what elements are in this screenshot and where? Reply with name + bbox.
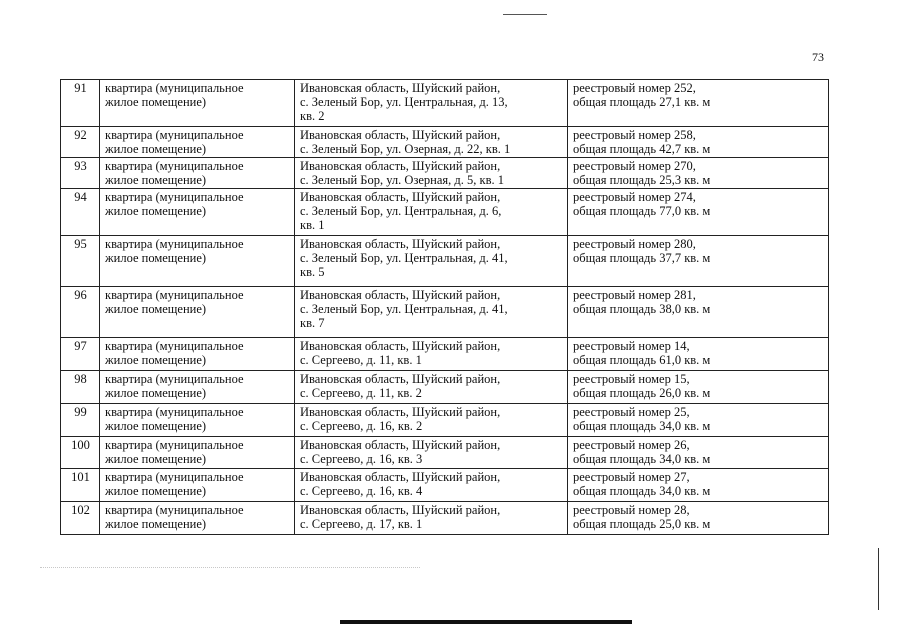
address-cell: [295, 127, 568, 158]
total-area: общая площадь 37,7 кв. м: [573, 251, 711, 265]
object-type-line: жилое помещение): [105, 173, 207, 187]
address-line: кв. 1: [300, 218, 325, 232]
registry-number: реестровый номер 14,: [573, 339, 690, 353]
address-line: с. Зеленый Бор, ул. Озерная, д. 22, кв. 1: [300, 142, 511, 156]
address-line: с. Сергеево, д. 16, кв. 3: [300, 452, 423, 466]
registry-info-cell: [568, 404, 829, 437]
object-type-line: квартира (муниципальное: [105, 81, 244, 95]
registry-info-cell: [568, 338, 829, 371]
table-row: [61, 404, 829, 437]
address-cell: [295, 236, 568, 287]
address-line: Ивановская область, Шуйский район,: [300, 81, 501, 95]
object-type-line: жилое помещение): [105, 484, 207, 498]
registry-number: реестровый номер 258,: [573, 128, 696, 142]
address-line: с. Сергеево, д. 11, кв. 2: [300, 386, 422, 400]
object-type-line: жилое помещение): [105, 353, 207, 367]
address-line: с. Зеленый Бор, ул. Центральная, д. 41,: [300, 251, 508, 265]
registry-info-cell: [568, 158, 829, 189]
registry-info-cell: [568, 189, 829, 236]
row-number-cell: [61, 189, 100, 236]
registry-number: реестровый номер 27,: [573, 470, 690, 484]
row-number: 102: [71, 503, 90, 517]
registry-number: реестровый номер 26,: [573, 438, 690, 452]
object-type-cell: [100, 502, 295, 535]
address-cell: [295, 469, 568, 502]
object-type-cell: [100, 371, 295, 404]
row-number-cell: [61, 469, 100, 502]
address-line: кв. 7: [300, 316, 325, 330]
address-line: Ивановская область, Шуйский район,: [300, 159, 501, 173]
registry-number: реестровый номер 274,: [573, 190, 696, 204]
object-type-cell: [100, 404, 295, 437]
row-number: 95: [74, 237, 87, 251]
row-number-cell: [61, 502, 100, 535]
property-register-table: [60, 79, 829, 535]
registry-info-cell: [568, 469, 829, 502]
row-number: 100: [71, 438, 90, 452]
row-number: 92: [74, 128, 87, 142]
object-type-line: квартира (муниципальное: [105, 470, 244, 484]
registry-info-cell: [568, 502, 829, 535]
object-type-line: жилое помещение): [105, 302, 207, 316]
object-type-line: квартира (муниципальное: [105, 159, 244, 173]
object-type-cell: [100, 80, 295, 127]
object-type-cell: [100, 189, 295, 236]
address-cell: [295, 287, 568, 338]
row-number: 96: [74, 288, 87, 302]
address-line: Ивановская область, Шуйский район,: [300, 128, 501, 142]
object-type-line: жилое помещение): [105, 204, 207, 218]
row-number: 98: [74, 372, 87, 386]
address-line: Ивановская область, Шуйский район,: [300, 288, 501, 302]
table-row: [61, 502, 829, 535]
address-line: с. Зеленый Бор, ул. Центральная, д. 13,: [300, 95, 508, 109]
address-cell: [295, 404, 568, 437]
registry-info-cell: [568, 437, 829, 469]
row-number-cell: [61, 236, 100, 287]
total-area: общая площадь 42,7 кв. м: [573, 142, 711, 156]
object-type-line: квартира (муниципальное: [105, 237, 244, 251]
object-type-line: жилое помещение): [105, 251, 207, 265]
address-line: с. Сергеево, д. 17, кв. 1: [300, 517, 423, 531]
row-number-cell: [61, 127, 100, 158]
registry-number: реестровый номер 280,: [573, 237, 696, 251]
address-line: кв. 5: [300, 265, 325, 279]
faint-scan-marks: [40, 567, 420, 569]
object-type-line: жилое помещение): [105, 95, 207, 109]
address-cell: [295, 80, 568, 127]
total-area: общая площадь 34,0 кв. м: [573, 484, 711, 498]
table-row: [61, 287, 829, 338]
address-line: с. Сергеево, д. 16, кв. 4: [300, 484, 423, 498]
address-line: Ивановская область, Шуйский район,: [300, 339, 501, 353]
address-line: кв. 2: [300, 109, 325, 123]
object-type-line: жилое помещение): [105, 517, 207, 531]
object-type-line: жилое помещение): [105, 142, 207, 156]
header-rule: [503, 14, 547, 15]
footer-bar: [340, 620, 632, 624]
table-row: [61, 127, 829, 158]
address-line: с. Зеленый Бор, ул. Центральная, д. 41,: [300, 302, 508, 316]
registry-info-cell: [568, 80, 829, 127]
object-type-line: квартира (муниципальное: [105, 405, 244, 419]
row-number-cell: [61, 371, 100, 404]
address-line: Ивановская область, Шуйский район,: [300, 372, 501, 386]
address-cell: [295, 437, 568, 469]
table-row: [61, 338, 829, 371]
address-cell: [295, 502, 568, 535]
total-area: общая площадь 25,3 кв. м: [573, 173, 711, 187]
object-type-line: жилое помещение): [105, 452, 207, 466]
registry-info-cell: [568, 371, 829, 404]
object-type-cell: [100, 338, 295, 371]
object-type-line: квартира (муниципальное: [105, 128, 244, 142]
registry-number: реестровый номер 25,: [573, 405, 690, 419]
object-type-cell: [100, 158, 295, 189]
registry-number: реестровый номер 281,: [573, 288, 696, 302]
row-number: 101: [71, 470, 90, 484]
address-line: с. Сергеево, д. 16, кв. 2: [300, 419, 423, 433]
registry-number: реестровый номер 270,: [573, 159, 696, 173]
object-type-cell: [100, 236, 295, 287]
object-type-line: квартира (муниципальное: [105, 503, 244, 517]
table-row: [61, 437, 829, 469]
row-number: 93: [74, 159, 87, 173]
registry-info-cell: [568, 236, 829, 287]
total-area: общая площадь 27,1 кв. м: [573, 95, 711, 109]
row-number: 97: [74, 339, 87, 353]
row-number-cell: [61, 287, 100, 338]
address-line: с. Зеленый Бор, ул. Центральная, д. 6,: [300, 204, 502, 218]
total-area: общая площадь 26,0 кв. м: [573, 386, 711, 400]
row-number-cell: [61, 158, 100, 189]
address-line: Ивановская область, Шуйский район,: [300, 405, 501, 419]
address-cell: [295, 371, 568, 404]
address-cell: [295, 189, 568, 236]
total-area: общая площадь 25,0 кв. м: [573, 517, 711, 531]
address-cell: [295, 338, 568, 371]
object-type-line: жилое помещение): [105, 386, 207, 400]
object-type-line: квартира (муниципальное: [105, 372, 244, 386]
row-number-cell: [61, 338, 100, 371]
address-line: Ивановская область, Шуйский район,: [300, 190, 501, 204]
table-row: [61, 158, 829, 189]
registry-number: реестровый номер 252,: [573, 81, 696, 95]
object-type-cell: [100, 437, 295, 469]
object-type-line: жилое помещение): [105, 419, 207, 433]
address-cell: [295, 158, 568, 189]
row-number: 94: [74, 190, 87, 204]
table-row: [61, 189, 829, 236]
object-type-cell: [100, 469, 295, 502]
total-area: общая площадь 77,0 кв. м: [573, 204, 711, 218]
address-line: с. Зеленый Бор, ул. Озерная, д. 5, кв. 1: [300, 173, 504, 187]
total-area: общая площадь 38,0 кв. м: [573, 302, 711, 316]
table-row: [61, 469, 829, 502]
total-area: общая площадь 34,0 кв. м: [573, 452, 711, 466]
registry-info-cell: [568, 127, 829, 158]
object-type-line: квартира (муниципальное: [105, 438, 244, 452]
object-type-line: квартира (муниципальное: [105, 288, 244, 302]
object-type-line: квартира (муниципальное: [105, 190, 244, 204]
row-number: 91: [74, 81, 87, 95]
margin-rule: [878, 548, 879, 610]
address-line: Ивановская область, Шуйский район,: [300, 237, 501, 251]
row-number-cell: [61, 80, 100, 127]
registry-number: реестровый номер 28,: [573, 503, 690, 517]
total-area: общая площадь 61,0 кв. м: [573, 353, 711, 367]
table-row: [61, 371, 829, 404]
address-line: Ивановская область, Шуйский район,: [300, 503, 501, 517]
object-type-line: квартира (муниципальное: [105, 339, 244, 353]
row-number-cell: [61, 437, 100, 469]
registry-info-cell: [568, 287, 829, 338]
address-line: с. Сергеево, д. 11, кв. 1: [300, 353, 422, 367]
address-line: Ивановская область, Шуйский район,: [300, 438, 501, 452]
registry-number: реестровый номер 15,: [573, 372, 690, 386]
object-type-cell: [100, 287, 295, 338]
table-row: [61, 236, 829, 287]
row-number: 99: [74, 405, 87, 419]
table-row: [61, 80, 829, 127]
address-line: Ивановская область, Шуйский район,: [300, 470, 501, 484]
row-number-cell: [61, 404, 100, 437]
page-number: 73: [812, 50, 824, 64]
table-body: [61, 80, 829, 535]
total-area: общая площадь 34,0 кв. м: [573, 419, 711, 433]
object-type-cell: [100, 127, 295, 158]
